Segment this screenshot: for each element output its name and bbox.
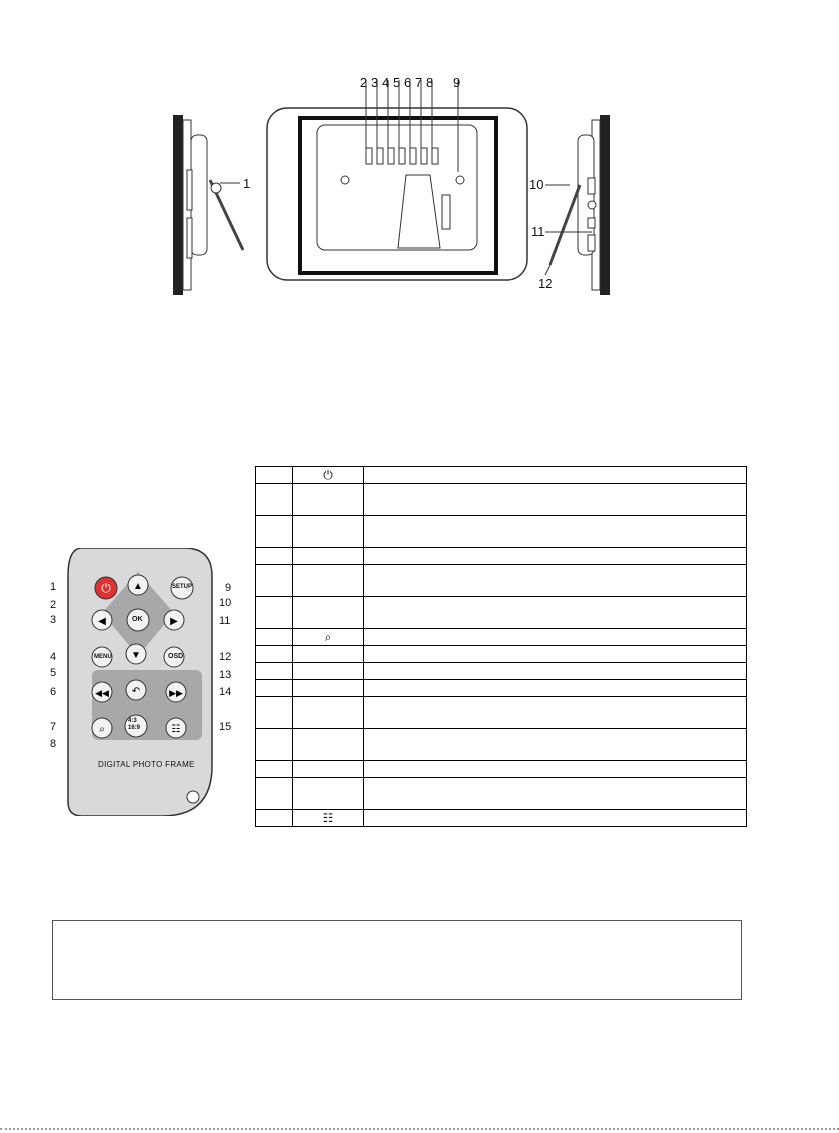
button-cell [293, 597, 364, 629]
button-cell [293, 516, 364, 548]
row-number-cell [256, 467, 293, 484]
row-number-cell [256, 565, 293, 597]
device-drawing [140, 60, 660, 305]
table-row [256, 729, 747, 761]
table-row [256, 761, 747, 778]
row-number-cell [256, 663, 293, 680]
svg-text:◀: ◀ [98, 616, 106, 627]
row-number-cell [256, 646, 293, 663]
svg-text:⏻: ⏻ [101, 581, 111, 595]
callout-12: 12 [538, 276, 553, 291]
table-row [256, 516, 747, 548]
table-row [256, 810, 747, 827]
function-cell [364, 663, 747, 680]
table-row [256, 680, 747, 697]
function-cell [364, 729, 747, 761]
setup-button-label: SETUP [172, 584, 193, 590]
button-cell [293, 761, 364, 778]
remote-callout-9: 9 [225, 582, 232, 594]
function-cell [364, 778, 747, 810]
function-cell [364, 697, 747, 729]
table-row [256, 697, 747, 729]
callout-10: 10 [529, 177, 544, 192]
remote-callout-14: 14 [219, 686, 232, 698]
remote-callout-13: 13 [219, 669, 232, 681]
table-row [256, 548, 747, 565]
svg-text:↶: ↶ [131, 686, 141, 697]
button-cell [293, 646, 364, 663]
function-cell [364, 565, 747, 597]
callout-11: 11 [531, 224, 545, 239]
button-cell [293, 629, 364, 646]
callout-5: 5 [393, 75, 401, 90]
button-cell [293, 680, 364, 697]
function-cell [364, 484, 747, 516]
button-cell [293, 697, 364, 729]
remote-callout-15: 15 [219, 721, 232, 733]
row-number-cell [256, 729, 293, 761]
row-number-cell [256, 597, 293, 629]
callout-9: 9 [453, 75, 461, 90]
slideshow-icon: ☷ [322, 811, 334, 825]
zoom-icon: ⌕ [324, 629, 332, 644]
svg-text:◀◀: ◀◀ [95, 688, 109, 698]
remote-callout-10: 10 [219, 597, 232, 609]
remote-brand-text: DIGITAL PHOTO FRAME [98, 760, 195, 769]
note-box [52, 920, 742, 1000]
table-row [256, 663, 747, 680]
power-icon: ⏻ [323, 467, 333, 482]
row-number-cell [256, 629, 293, 646]
ratio-button-label: 4:3 16:9 [128, 718, 141, 731]
function-cell [364, 680, 747, 697]
callout-1: 1 [243, 176, 251, 191]
button-cell [293, 729, 364, 761]
svg-text:▶: ▶ [170, 616, 178, 627]
callout-6: 6 [404, 75, 412, 90]
remote-callout-1: 1 [50, 581, 57, 593]
left-side-view [173, 115, 243, 295]
row-number-cell [256, 697, 293, 729]
table-row [256, 629, 747, 646]
row-number-cell [256, 516, 293, 548]
row-number-cell [256, 548, 293, 565]
function-cell [364, 810, 747, 827]
function-cell [364, 597, 747, 629]
row-number-cell [256, 761, 293, 778]
button-cell [293, 467, 364, 484]
table-row [256, 597, 747, 629]
button-cell [293, 548, 364, 565]
function-cell [364, 548, 747, 565]
function-cell [364, 516, 747, 548]
button-cell [293, 778, 364, 810]
button-cell [293, 484, 364, 516]
table-row [256, 646, 747, 663]
ok-button-label: OK [132, 616, 143, 623]
callout-7: 7 [415, 75, 423, 90]
function-cell [364, 646, 747, 663]
row-number-cell [256, 484, 293, 516]
row-number-cell [256, 778, 293, 810]
table-row [256, 565, 747, 597]
remote-figure [50, 548, 232, 816]
table-row [256, 467, 747, 484]
button-cell [293, 663, 364, 680]
svg-text:▶▶: ▶▶ [169, 688, 183, 698]
function-cell [364, 629, 747, 646]
remote-callout-5: 5 [50, 667, 57, 679]
back-view [267, 80, 527, 280]
row-number-cell [256, 810, 293, 827]
button-function-table [255, 466, 747, 827]
remote-callout-8: 8 [50, 738, 57, 750]
table-row [256, 778, 747, 810]
callout-8: 8 [426, 75, 434, 90]
callout-2: 2 [360, 75, 368, 90]
button-function-table-body [256, 467, 747, 827]
remote-callout-7: 7 [50, 721, 57, 733]
button-cell [293, 810, 364, 827]
svg-text:⌕: ⌕ [99, 724, 105, 735]
remote-callout-2: 2 [50, 599, 57, 611]
svg-text:☷: ☷ [171, 724, 181, 735]
footer-divider [0, 1128, 839, 1130]
row-number-cell [256, 680, 293, 697]
button-cell [293, 565, 364, 597]
remote-callout-3: 3 [50, 614, 57, 626]
remote-callout-6: 6 [50, 686, 57, 698]
menu-button-label: MENU [94, 654, 112, 660]
right-side-view [545, 115, 610, 295]
function-cell [364, 761, 747, 778]
callout-4: 4 [382, 75, 390, 90]
function-cell [364, 467, 747, 484]
svg-text:▼: ▼ [131, 650, 141, 661]
remote-drawing [54, 548, 232, 816]
remote-callout-11: 11 [219, 615, 231, 627]
remote-callout-4: 4 [50, 651, 57, 663]
device-figure [140, 60, 660, 305]
osd-button-label: OSD [168, 653, 184, 660]
table-row [256, 484, 747, 516]
remote-callout-12: 12 [219, 651, 232, 663]
callout-3: 3 [371, 75, 379, 90]
svg-text:▲: ▲ [133, 581, 143, 592]
